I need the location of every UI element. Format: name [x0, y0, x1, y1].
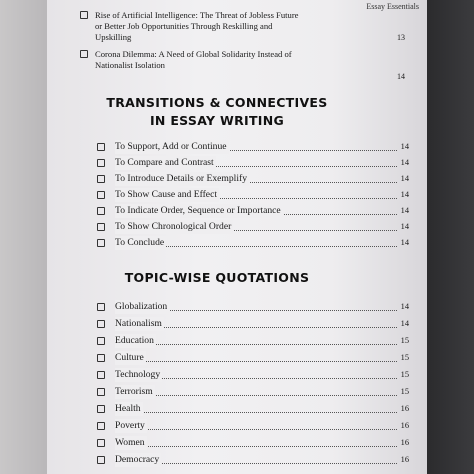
- running-header: Essay Essentials: [366, 2, 419, 11]
- item-label: Women: [115, 437, 145, 448]
- page-number: 15: [400, 370, 409, 379]
- list-item: [97, 140, 409, 154]
- checkbox-icon: [97, 371, 105, 379]
- item-label: Democracy: [115, 454, 160, 465]
- list-item: [97, 436, 409, 450]
- list-item: [97, 236, 409, 250]
- checkbox-icon: [97, 388, 105, 396]
- item-label: To Support, Add or Continue: [115, 141, 227, 152]
- checkbox-icon: [97, 354, 105, 362]
- leader-dots: [115, 446, 397, 447]
- page-number: 14: [400, 174, 409, 183]
- checkbox-icon: [97, 422, 105, 430]
- item-label: To Introduce Details or Exemplify: [115, 173, 248, 184]
- checkbox-icon: [80, 50, 88, 58]
- item-label: Poverty: [115, 420, 145, 431]
- list-item: [97, 300, 409, 314]
- item-label: Terrorism: [115, 386, 153, 397]
- list-item: [97, 351, 409, 365]
- list-item: [97, 453, 409, 467]
- entry-line: or Better Job Opportunities Through Reskilling and: [95, 21, 273, 31]
- item-label: Nationalism: [115, 318, 162, 329]
- item-label: Education: [115, 335, 154, 346]
- entry-line: Rise of Artificial Intelligence: The Threat of Jobless Future: [95, 10, 299, 20]
- page-number: 14: [400, 206, 409, 215]
- section-title: TOPIC-WISE QUOTATIONS: [124, 270, 310, 285]
- page-number: 16: [400, 455, 409, 464]
- entry-line: Nationalist Isolation: [95, 60, 165, 70]
- checkbox-icon: [97, 456, 105, 464]
- checkbox-icon: [97, 320, 105, 328]
- page-number: 15: [400, 387, 409, 396]
- checkbox-icon: [97, 143, 105, 151]
- page-number: 14: [397, 72, 405, 81]
- checkbox-icon: [97, 159, 105, 167]
- page-number: 14: [400, 302, 409, 311]
- checkbox-icon: [97, 405, 105, 413]
- checkbox-icon: [97, 337, 105, 345]
- page-number: 15: [400, 336, 409, 345]
- item-label: Globalization: [115, 301, 168, 312]
- list-item: [97, 188, 409, 202]
- page-number: 13: [397, 33, 405, 42]
- list-item: [97, 385, 409, 399]
- entry-line: Upskilling: [95, 32, 132, 42]
- page-number: 14: [400, 222, 409, 231]
- checkbox-icon: [97, 239, 105, 247]
- leader-dots: [115, 395, 397, 396]
- checkbox-icon: [97, 223, 105, 231]
- page-number: 14: [400, 238, 409, 247]
- list-item: [97, 334, 409, 348]
- item-label: To Show Chronological Order: [115, 221, 232, 232]
- item-label: To Compare and Contrast: [115, 157, 214, 168]
- checkbox-icon: [97, 175, 105, 183]
- item-label: To Show Cause and Effect: [115, 189, 217, 200]
- checkbox-icon: [97, 207, 105, 215]
- leader-dots: [115, 344, 397, 345]
- list-item: [97, 220, 409, 234]
- page-number: 16: [400, 404, 409, 413]
- item-label: Technology: [115, 369, 161, 380]
- leader-dots: [115, 412, 397, 413]
- page-number: 16: [400, 421, 409, 430]
- toc-entry: [95, 49, 405, 81]
- list-item: [97, 368, 409, 382]
- item-label: To Conclude: [115, 237, 165, 248]
- background-left: [0, 0, 48, 474]
- entry-line: Corona Dilemma: A Need of Global Solidarity Instead of: [95, 49, 292, 59]
- page-number: 16: [400, 438, 409, 447]
- book-page: [47, 0, 427, 474]
- item-label: Health: [115, 403, 141, 414]
- background-right: [424, 0, 474, 474]
- item-label: Culture: [115, 352, 144, 363]
- section-title: IN ESSAY WRITING: [149, 113, 285, 128]
- checkbox-icon: [97, 191, 105, 199]
- item-label: To Indicate Order, Sequence or Importance: [115, 205, 281, 216]
- leader-dots: [115, 361, 397, 362]
- list-item: [97, 172, 409, 186]
- page-number: 15: [400, 353, 409, 362]
- page-number: 14: [400, 142, 409, 151]
- list-item: [97, 317, 409, 331]
- checkbox-icon: [97, 439, 105, 447]
- page-number: 14: [400, 158, 409, 167]
- checkbox-icon: [80, 11, 88, 19]
- page-number: 14: [400, 319, 409, 328]
- list-item: [97, 204, 409, 218]
- list-item: [97, 156, 409, 170]
- list-item: [97, 402, 409, 416]
- list-item: [97, 419, 409, 433]
- section-title: TRANSITIONS & CONNECTIVES: [106, 95, 328, 110]
- leader-dots: [115, 429, 397, 430]
- toc-entry: [95, 10, 405, 43]
- page-number: 14: [400, 190, 409, 199]
- checkbox-icon: [97, 303, 105, 311]
